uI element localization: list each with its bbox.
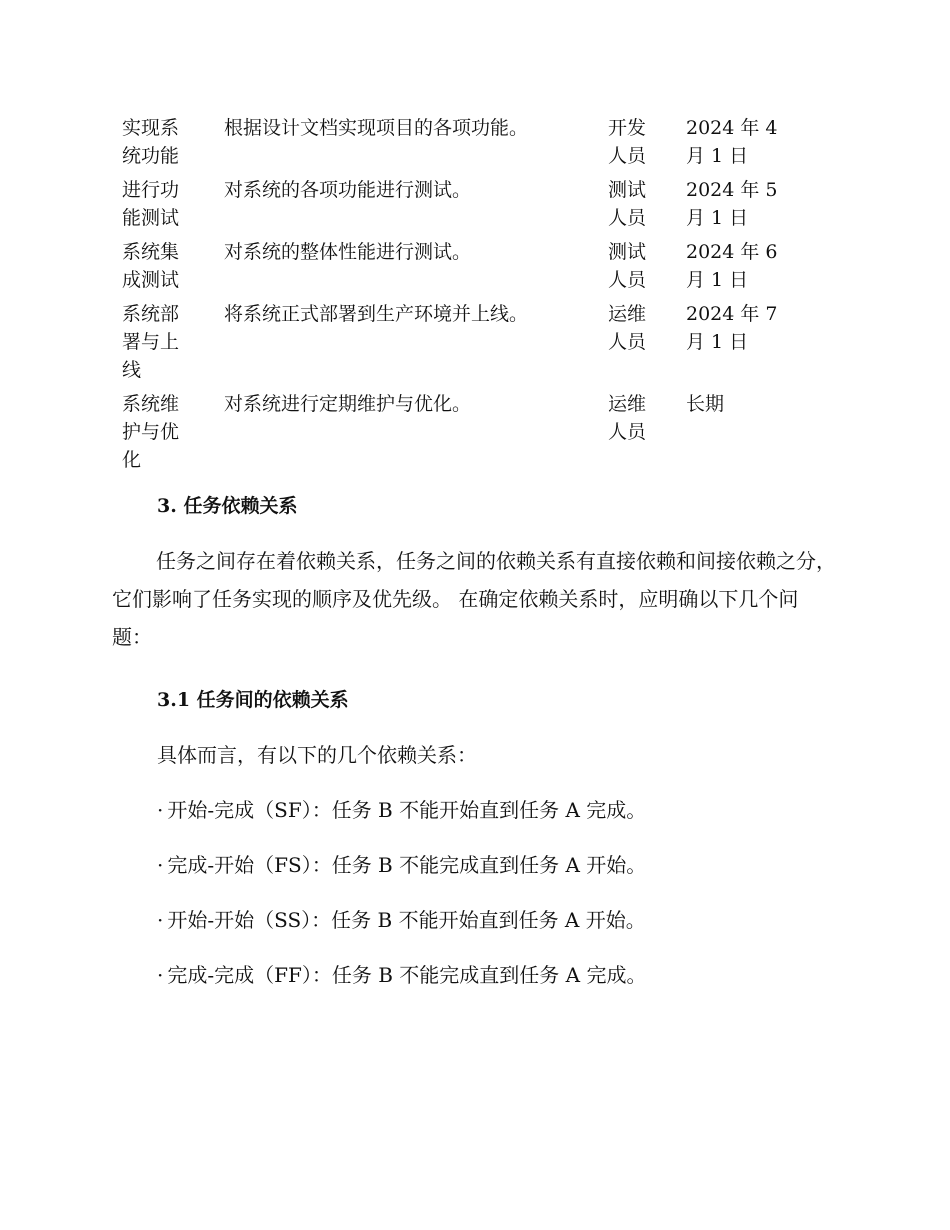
list-item-text: 完成-开始（FS）：任务 B 不能完成直到任务 A 开始。 [167, 853, 647, 877]
task-date-cell: 2024 年 7 月 1 日 [686, 303, 778, 353]
list-item [157, 795, 646, 825]
paragraph: 任务之间存在着依赖关系，任务之间的依赖关系有直接依赖和间接依赖之分，它们影响了任务实现的顺序及优先级。 在确定依赖关系时，应明确以下几个问题： [112, 549, 836, 649]
table-row [122, 300, 822, 384]
task-description-cell: 对系统的整体性能进行测试。 [224, 241, 472, 263]
task-name-cell: 系统部署与上线 [122, 303, 180, 381]
list-item-text: 开始-开始（SS）：任务 B 不能开始直到任务 A 开始。 [167, 908, 646, 932]
list-item-text: 开始-完成（SF）：任务 B 不能开始直到任务 A 完成。 [167, 798, 647, 822]
task-date-cell: 长期 [686, 393, 725, 415]
bullet-symbol: · [157, 853, 164, 877]
task-date-cell: 2024 年 4 月 1 日 [686, 117, 778, 167]
section-heading: 3. 任务依赖关系 [157, 495, 298, 517]
intro-text: 具体而言，有以下的几个依赖关系： [157, 743, 477, 767]
task-owner-cell: 测试人员 [608, 179, 647, 229]
task-owner-cell: 测试人员 [608, 241, 647, 291]
task-table [122, 114, 822, 480]
task-owner-cell: 运维人员 [608, 303, 647, 353]
task-owner-cell: 开发人员 [608, 117, 647, 167]
list-item [157, 850, 646, 880]
task-date-cell: 2024 年 6 月 1 日 [686, 241, 778, 291]
bullet-symbol: · [157, 798, 164, 822]
task-description-cell: 对系统进行定期维护与优化。 [224, 393, 472, 415]
task-owner-cell: 运维人员 [608, 393, 647, 443]
task-name-cell: 进行功能测试 [122, 179, 180, 229]
list-item [157, 905, 646, 935]
list-item [157, 960, 646, 990]
list-item-text: 完成-完成（FF）：任务 B 不能完成直到任务 A 完成。 [167, 963, 647, 987]
task-date-cell: 2024 年 5 月 1 日 [686, 179, 778, 229]
table-row [122, 114, 822, 170]
task-name-cell: 实现系统功能 [122, 117, 180, 167]
task-description-cell: 将系统正式部署到生产环境并上线。 [224, 303, 529, 325]
bullet-symbol: · [157, 963, 164, 987]
table-row [122, 176, 822, 232]
table-row [122, 390, 822, 474]
task-description-cell: 根据设计文档实现项目的各项功能。 [224, 117, 529, 139]
task-description-cell: 对系统的各项功能进行测试。 [224, 179, 472, 201]
task-name-cell: 系统集成测试 [122, 241, 180, 291]
table-row [122, 238, 822, 294]
task-name-cell: 系统维护与优化 [122, 393, 180, 471]
subsection-heading: 3.1 任务间的依赖关系 [157, 689, 349, 711]
bullet-symbol: · [157, 908, 164, 932]
